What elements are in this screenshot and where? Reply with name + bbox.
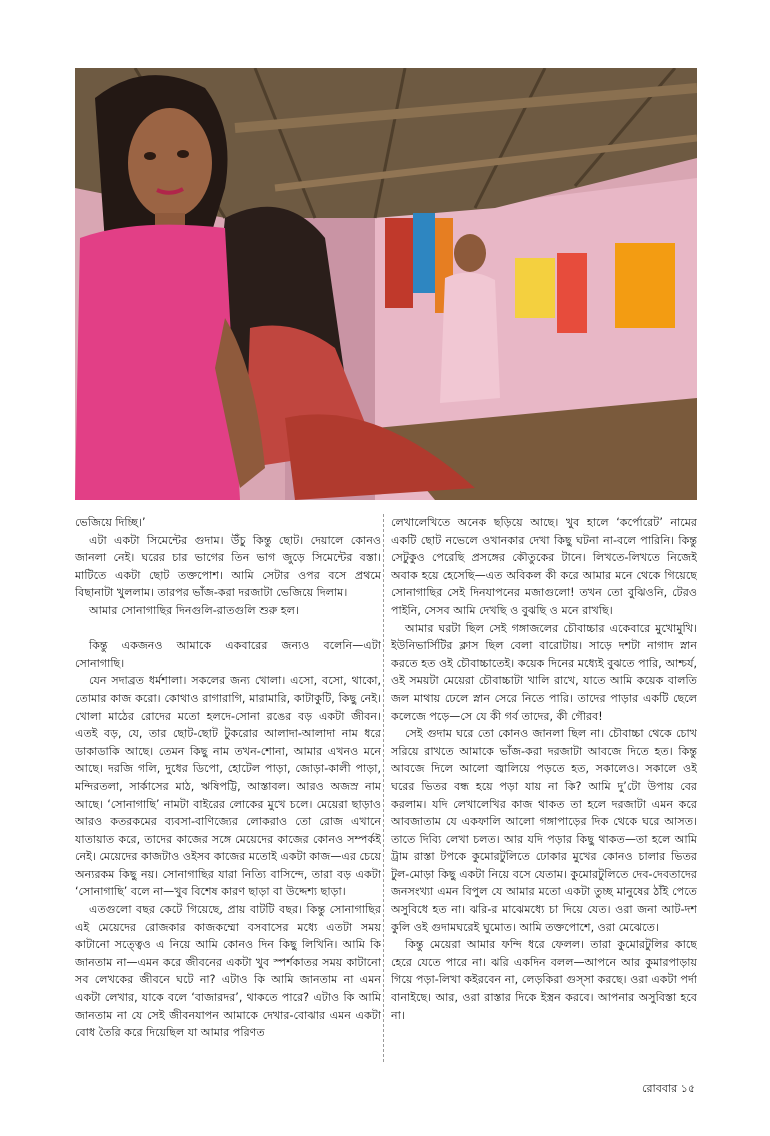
paragraph: আমার সোনাগাছির দিনগুলি-রাতগুলি শুরু হল। bbox=[89, 603, 299, 617]
magazine-name: রোববার bbox=[642, 1082, 678, 1095]
article-column-left bbox=[75, 514, 381, 1074]
page-number: ১৫ bbox=[680, 1082, 695, 1095]
paragraph: লেখালেখিতে অনেক ছড়িয়ে আছে। খুব হালে ‘কর্পোরেট’ নামের একটি ছোট নভেলে ওখানকার দেখা কিছু ঘটনা না-বলে পারিনি। কিন্তু সেটুকুও পেরেছি প্রসঙ্গের কৌতুকের টানে। লিখতে-লিখতে নিজেই অবাক হয়ে হেসেছি—এত অবিকল কী করে আমার মনে থেকে গিয়েছে সোনাগাছির সেই দিনযাপনের মজাগুলো! তখন তো বুঝিওনি, টেরও পাইনি, সেসব আমি দেখছি ও বুঝছি ও মনে রাখছি। bbox=[391, 516, 697, 617]
paragraph: যেন সদাব্রত ধর্মশালা। সকলের জন্য খোলা। এসো, বসো, থাকো, তোমার কাজ করো। কোথাও রাগারাগি, মারামারি, কাটাকুটি, কিছু নেই। খোলা মাঠের রোদের মতো হলদে-সোনা রঙের বড় একটা জীবন। এতই বড়, যে, তার ছোট-ছোট টুকরোর আলাদা-আলাদা নাম ধরে ডাকাডাকি আছে। তেমন কিছু নাম তখন-শোনা, আমার এখনও মনে আছে। দরজি গলি, দুধের ডিপো, হোটেল পাড়া, জোড়া-কালী পাড়া, মন্দিরতলা, সার্কাসের মাঠ, ঋষিপট্টি, আস্তাবল। আরও অজস্র নাম আছে। ‘সোনাগাছি’ নামটা বাইরের লোকের মুখে চলে। মেয়েরা ছাড়াও আরও কতরকমের ব্যবসা-বাণিজ্যের লোকরাও তো রোজ এখানে যাতায়াত করে, তাদের কাজের সঙ্গে মেয়েদের কাজের কোনও সম্পর্কই নেই। মেয়েদের কাজটাও ওইসব কাজের মতোই একটা কাজ—এর চেয়ে অন্যরকম কিছু নয়। সোনাগাছির যারা নিত্যি বাসিন্দে, তারা বড় একটা ‘সোনাগাছি’ বলে না—খুব বিশেষ কারণ ছাড়া বা উদ্দেশ্য ছাড়া। bbox=[75, 674, 381, 899]
page-folio bbox=[642, 1080, 695, 1099]
paragraph: কিন্তু মেয়েরা আমার ফন্দি ধরে ফেলল। তারা কুমোরটুলির কাছে হেরে যেতে পারে না। ঝরি একদিন বলল—আপনে আর কুমারপাড়ায় গিয়ে পড়া-লিখা কইরবেন না, লেড়কিরা গুস্সা করছে। ওরা একটা পর্দা বানাইছে। আর, ওরা রাস্তার দিকে ইস্ত্রন করবে। আপনার অসুবিস্তা হবে না। bbox=[391, 938, 697, 1022]
paragraph: এটা একটা সিমেন্টের গুদাম। উঁচু কিন্তু ছোট। দেয়ালে কোনও জানলা নেই। ঘরের চার ভাগের তিন ভাগ জুড়ে সিমেন্টের বস্তা। মাটিতে একটা ছোট তক্তপোশ। আমি সেটার ওপর বসে প্রথমে বিছানাটা খুললাম। তারপর ভাঁজ-করা দরজাটা ভেজিয়ে দিলাম। bbox=[75, 533, 381, 600]
article-column-right bbox=[391, 514, 697, 1074]
column-divider bbox=[383, 514, 384, 1062]
paragraph: আমার ঘরটা ছিল সেই গঙ্গাজলের চৌবাচ্চার একেবারে মুখোমুখি। ইউনিভার্সিটির ক্লাস ছিল বেলা বারোটায়। সাড়ে দশটা নাগাদ স্নান করতে হত ওই চৌবাচ্চাতেই। কয়েক দিনের মধ্যেই বুঝতে পারি, আশ্চর্য, ওই সময়টা মেয়েরা চৌবাচ্চাটা খালি রাখে, যাতে আমি কয়েক বালতি জল মাথায় ঢেলে স্নান সেরে নিতে পারি। তাদের পাড়ার একটি ছেলে কলেজে পড়ে—সে যে কী গর্ব তাদের, কী গৌরব! bbox=[391, 621, 697, 723]
photo-illustration bbox=[75, 68, 697, 500]
paragraph: কিন্তু একজনও আমাকে একবারের জন্যও বলেনি—এটা সোনাগাছি। bbox=[75, 639, 381, 670]
paragraph: এতগুলো বছর কেটে গিয়েছে, প্রায় বাটটি বছর। কিন্তু সোনাগাছির এই মেয়েদের রোজকার কাজকম্মো বসবাসের মধ্যে এতটা সময় কাটানো সত্ত্বেও এ নিয়ে আমি কোনও দিন কিছু লিখিনি। আমি কি জানতাম না—এমন করে জীবনের একটা খুব স্পর্শকাতর সময় কাটানো সব লেখকের জীবনে ঘটে না? এটাও কি আমি জানতাম না এমন একটা লেখার, যাকে বলে ‘বাজারদর’, থাকতে পারে? এটাও কি আমি জানতাম না যে সেই জীবনযাপন আমাকে দেখার-বোঝার এমন একটা বোধ তৈরি করে দিয়েছিল যা আমার পরিণত bbox=[75, 903, 381, 1040]
paragraph: সেই গুদাম ঘরে তো কোনও জানলা ছিল না। চৌবাচ্চা থেকে চোখ সরিয়ে রাখতে আমাকে ভাঁজ-করা দরজাটা আবজে দিতে হত। কিন্তু আবজে দিলে আলো জ্বালিয়ে পড়তে হত, সকালেও। সকালে ওই ঘরের ভিতর বন্ধ হয়ে পড়া যায় না কি? আমি দু’টো উপায় বের করলাম। যদি লেখালেখির কাজ থাকত তা হলে দরজাটা এমন করে আবজাতাম যে একফালি আলো গঙ্গাপাড়ের দিক থেকে ঘরে আসত। তাতে দিব্যি লেখা চলত। আর যদি পড়ার কিছু থাকত—তা হলে আমি ট্রাম রাস্তা টপকে কুমোরটুলিতে ঢোকার মুখের কোনও চালার ভিতর টুল-মোড়া কিছু একটা নিয়ে বসে যেতাম। কুমোরটুলিতে দেব-দেবতাদের জনসংখ্যা এমন বিপুল যে আমার মতো একটা তুচ্ছ মানুষের ঠাঁই পেতে অসুবিধে হত না। ঝরি-র মাঝেমধ্যে চা দিয়ে যেত। ওরা জনা আট-দশ কুলি ওই গুদামঘরেই ঘুমোত। আমি তক্তপোশে, ওরা মেঝেতে। bbox=[391, 727, 697, 934]
feature-photo bbox=[75, 68, 697, 500]
paragraph: ভেজিয়ে দিচ্ছি।’ bbox=[75, 516, 146, 529]
